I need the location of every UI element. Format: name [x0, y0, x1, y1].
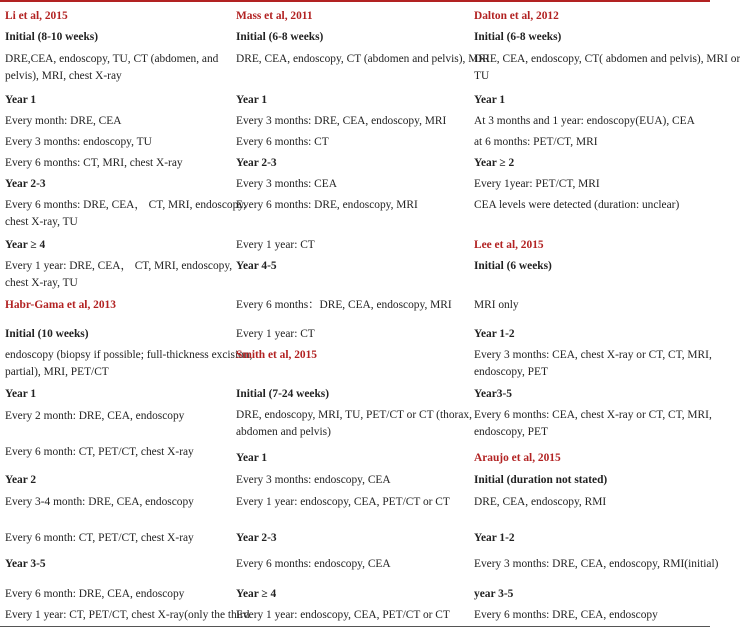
schedule-text: Every 6 months: DRE, CEA, endoscopy	[474, 609, 658, 621]
schedule-text: Every 3 months: DRE, CEA, endoscopy, MRI	[236, 115, 447, 127]
period-label: Year ≥ 2	[474, 157, 515, 169]
schedule-text: Every 6 months: DRE, CEA， CT, MRI, endoscopy,	[5, 199, 247, 211]
period-label: Year 1	[5, 94, 37, 106]
period-label: Year 1	[236, 452, 268, 464]
schedule-text: Every 3 months: CEA	[236, 178, 337, 190]
schedule-text: at 6 months: PET/CT, MRI	[474, 136, 598, 148]
period-label: Initial (6 weeks)	[474, 260, 552, 272]
study-heading: Lee et al, 2015	[474, 239, 544, 251]
schedule-text: DRE, CEA, endoscopy, RMI	[474, 496, 607, 508]
schedule-text: Every 1 year: CT	[236, 328, 315, 340]
schedule-text: endoscopy, PET	[474, 426, 548, 438]
period-label: Initial (8-10 weeks)	[5, 31, 99, 43]
period-label: Initial (6-8 weeks)	[474, 31, 562, 43]
schedule-text: Every 3 months: endoscopy, TU	[5, 136, 152, 148]
period-label: Initial (7-24 weeks)	[236, 388, 330, 400]
study-heading: Habr-Gama et al, 2013	[5, 299, 116, 311]
study-heading: Mass et al, 2011	[236, 10, 313, 22]
study-heading: Li et al, 2015	[5, 10, 68, 22]
period-label: Year 1	[236, 94, 268, 106]
period-label: Year 2-3	[236, 532, 277, 544]
period-label: Initial (6-8 weeks)	[236, 31, 324, 43]
period-label: Year 1	[5, 388, 37, 400]
schedule-text: chest X-ray, TU	[5, 277, 78, 289]
schedule-text: Every 3 months: DRE, CEA, endoscopy, RMI(initial)	[474, 558, 719, 570]
schedule-text: Every 1 year: endoscopy, CEA, PET/CT or CT	[236, 496, 450, 508]
schedule-text: MRI only	[474, 299, 519, 311]
schedule-text: partial), MRI, PET/CT	[5, 366, 109, 378]
period-label: Initial (10 weeks)	[5, 328, 89, 340]
schedule-text: abdomen and pelvis)	[236, 426, 331, 438]
period-label: Year 1-2	[474, 328, 515, 340]
schedule-text: CEA levels were detected (duration: unclear)	[474, 199, 680, 211]
table-top-rule	[0, 0, 710, 2]
schedule-text: Every 1 year: CT	[236, 239, 315, 251]
period-label: year 3-5	[474, 588, 514, 600]
schedule-text: DRE, endoscopy, MRI, TU, PET/CT or CT (thorax,	[236, 409, 472, 421]
study-heading: Araujo et al, 2015	[474, 452, 561, 464]
schedule-text: Every 1 year: endoscopy, CEA, PET/CT or CT	[236, 609, 450, 621]
schedule-text: Every 3 months: endoscopy, CEA	[236, 474, 391, 486]
schedule-text: DRE, CEA, endoscopy, CT( abdomen and pelvis), MRI or	[474, 53, 740, 65]
period-label: Year 2	[5, 474, 37, 486]
period-label: Year 1	[474, 94, 506, 106]
schedule-text: chest X-ray, TU	[5, 216, 78, 228]
schedule-text: endoscopy, PET	[474, 366, 548, 378]
schedule-text: endoscopy (biopsy if possible; full-thickness excision,	[5, 349, 253, 361]
schedule-text: Every 6 months: DRE, endoscopy, MRI	[236, 199, 418, 211]
schedule-text: Every 1 year: DRE, CEA， CT, MRI, endoscopy,	[5, 260, 233, 272]
study-heading: Smith et al, 2015	[236, 349, 317, 361]
schedule-text: DRE, CEA, endoscopy, CT (abdomen and pelvis), MRI	[236, 53, 490, 65]
schedule-text: Every 1year: PET/CT, MRI	[474, 178, 600, 190]
schedule-text: Every 6 month: DRE, CEA, endoscopy	[5, 588, 185, 600]
schedule-text: Every 6 month: CT, PET/CT, chest X-ray	[5, 446, 194, 458]
schedule-text: pelvis), MRI, chest X-ray	[5, 70, 122, 82]
schedule-text: Every 3 months: CEA, chest X-ray or CT, CT, MRI,	[474, 349, 712, 361]
schedule-text: Every 3-4 month: DRE, CEA, endoscopy	[5, 496, 194, 508]
schedule-text: Every 2 month: DRE, CEA, endoscopy	[5, 410, 185, 422]
period-label: Initial (duration not stated)	[474, 474, 608, 486]
schedule-text: TU	[474, 70, 490, 82]
period-label: Year 3-5	[5, 558, 46, 570]
study-heading: Dalton et al, 2012	[474, 10, 559, 22]
period-label: Year 2-3	[5, 178, 46, 190]
schedule-text: Every 1 year: CT, PET/CT, chest X-ray(only the third	[5, 609, 250, 621]
period-label: Year ≥ 4	[236, 588, 277, 600]
schedule-text: Every 6 months：DRE, CEA, endoscopy, MRI	[236, 299, 452, 311]
schedule-text: DRE,CEA, endoscopy, TU, CT (abdomen, and	[5, 53, 219, 65]
schedule-text: Every 6 month: CT, PET/CT, chest X-ray	[5, 532, 194, 544]
schedule-text: Every month: DRE, CEA	[5, 115, 122, 127]
period-label: Year 2-3	[236, 157, 277, 169]
schedule-text: Every 6 months: CEA, chest X-ray or CT, CT, MRI,	[474, 409, 712, 421]
period-label: Year ≥ 4	[5, 239, 46, 251]
schedule-text: At 3 months and 1 year: endoscopy(EUA), CEA	[474, 115, 695, 127]
schedule-text: Every 6 months: CT	[236, 136, 329, 148]
table-bottom-rule	[0, 626, 710, 627]
period-label: Year 4-5	[236, 260, 277, 272]
schedule-text: Every 6 months: CT, MRI, chest X-ray	[5, 157, 183, 169]
period-label: Year3-5	[474, 388, 512, 400]
schedule-text: Every 6 months: endoscopy, CEA	[236, 558, 391, 570]
period-label: Year 1-2	[474, 532, 515, 544]
